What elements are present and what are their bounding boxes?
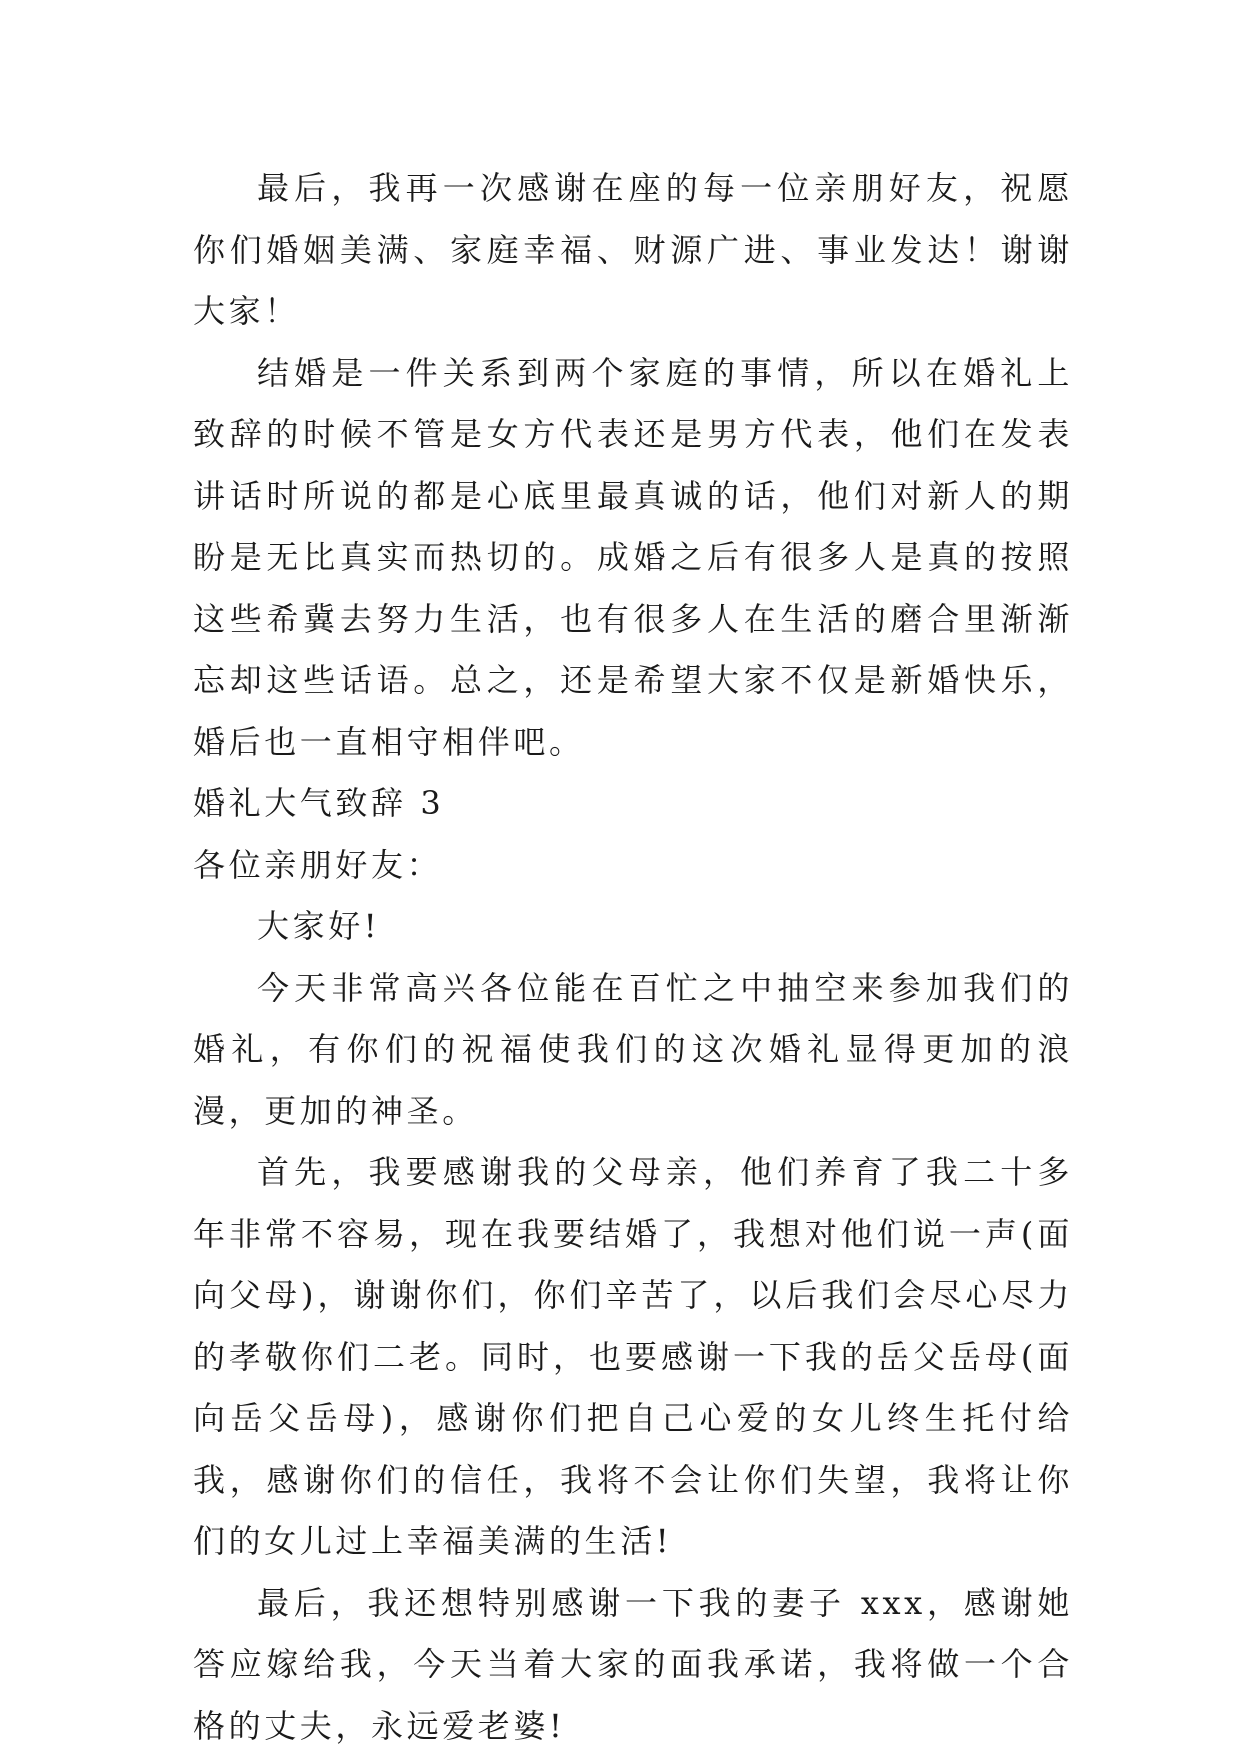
paragraph-closing-thanks: 最后，我再一次感谢在座的每一位亲朋好友，祝愿你们婚姻美满、家庭幸福、财源广进、事业发达！谢谢大家！ <box>193 158 1073 343</box>
paragraph-thanks-parents: 首先，我要感谢我的父母亲，他们养育了我二十多年非常不容易，现在我要结婚了，我想对他们说一声(面向父母)，谢谢你们，你们辛苦了，以后我们会尽心尽力的孝敬你们二老。同时，也要感谢一下我的岳父岳母(面向岳父岳母)，感谢你们把自己心爱的女儿终生托付给我，感谢你们的信任，我将不会让你们失望，我将让你们的女儿过上幸福美满的生活! <box>193 1142 1073 1573</box>
paragraph-thanks-wife: 最后，我还想特别感谢一下我的妻子 xxx，感谢她答应嫁给我，今天当着大家的面我承诺，我将做一个合格的丈夫，永远爱老婆! <box>193 1573 1073 1757</box>
paragraph-commentary: 结婚是一件关系到两个家庭的事情，所以在婚礼上致辞的时候不管是女方代表还是男方代表，他们在发表讲话时所说的都是心底里最真诚的话，他们对新人的期盼是无比真实而热切的。成婚之后有很多人是真的按照这些希冀去努力生活，也有很多人在生活的磨合里渐渐忘却这些话语。总之，还是希望大家不仅是新婚快乐，婚后也一直相守相伴吧。 <box>193 343 1073 774</box>
paragraph-welcome: 今天非常高兴各位能在百忙之中抽空来参加我们的婚礼，有你们的祝福使我们的这次婚礼显得更加的浪漫，更加的神圣。 <box>193 958 1073 1143</box>
section-heading: 婚礼大气致辞 3 <box>193 773 1073 835</box>
salutation: 各位亲朋好友： <box>193 835 1073 897</box>
document-body <box>193 158 1073 1757</box>
paragraph-greeting: 大家好! <box>193 896 1073 958</box>
